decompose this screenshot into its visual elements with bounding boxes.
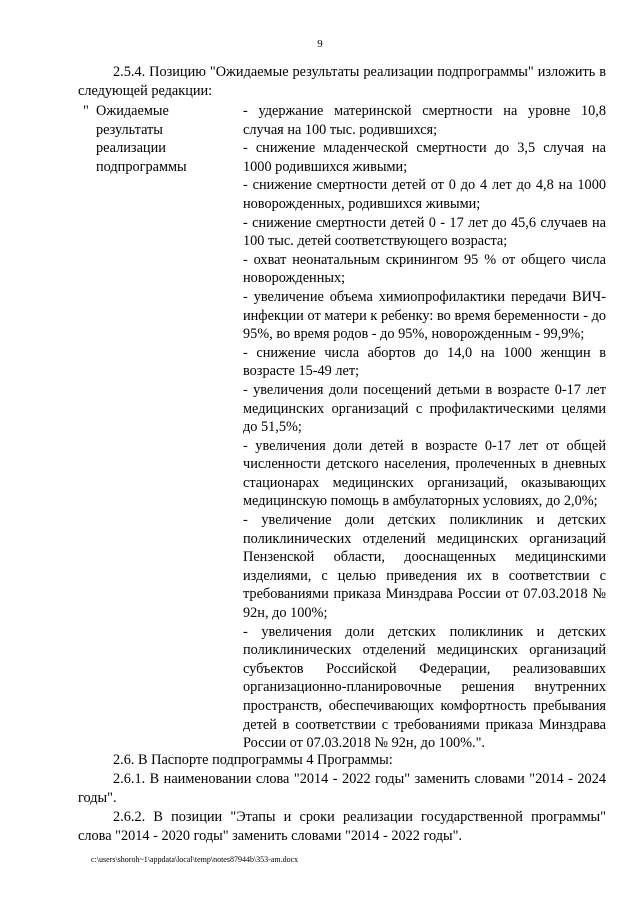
- position-label-line: реализации: [96, 140, 166, 157]
- result-item: - снижение младенческой смертности до 3,5 случая на 1000 родившихся живыми;: [243, 140, 606, 175]
- page-number: 9: [317, 38, 323, 50]
- result-item: - увеличение объема химиопрофилактики передачи ВИЧ-инфекции от матери к ребенку: во время беременности - до 95%, во время родов - до 95%, новорожденным - 99,9%;: [243, 288, 606, 343]
- opening-quote: ": [83, 103, 89, 119]
- result-item: - увеличения доли посещений детьми в возрасте 0-17 лет медицинских организаций с профилактическими целями до 51,5%;: [243, 381, 606, 436]
- result-item: - увеличение доли детских поликлиник и детских поликлинических отделений медицинских организаций Пензенской области, дооснащенных медицинскими изделиями, с целью приведения их в соответствии с требованиями приказа Минздрава России от 07.03.2018 № 92н, до 100%;: [243, 512, 606, 622]
- section-2-6-paragraph: 2.6. В Паспорте подпрограммы 4 Программы:: [113, 752, 393, 768]
- result-item: - удержание материнской смертности на уровне 10,8 случая на 100 тыс. родившихся;: [243, 103, 606, 138]
- section-2-5-4-paragraph: 2.5.4. Позицию "Ожидаемые результаты реализации подпрограммы" изложить в следующей редакции:: [78, 64, 606, 99]
- result-item: - увеличения доли детских поликлиник и детских поликлинических отделений медицинских организаций субъектов Российской Федерации, реализовавших организационно-планировочные решения внутренних пространств, обеспечивающих комфортность пребывания детей в соответствии с требованиями приказа Минздрава России от 07.03.2018 № 92н, до 100%.".: [243, 623, 606, 752]
- result-item: - снижение смертности детей 0 - 17 лет до 45,6 случаев на 100 тыс. детей соответствующего возраста;: [243, 214, 606, 250]
- position-label-line: результаты: [96, 121, 163, 138]
- footer-file-path: c:\users\shoroh~1\appdata\local\temp\notes87944b\353-am.docx: [91, 855, 299, 864]
- result-item: - охват неонатальным скринингом 95 % от общего числа новорожденных;: [243, 251, 606, 287]
- result-item: - увеличения доли детей в возрасте 0-17 лет от общей численности детского населения, пролеченных в дневных стационарах медицинских организаций, оказывающих медицинскую помощь в амбулаторных условиях, до 2,0%;: [243, 437, 606, 510]
- position-label: [96, 102, 226, 176]
- section-2-6-1-paragraph: 2.6.1. В наименовании слова "2014 - 2022 годы" заменить словами "2014 - 2024 годы".: [78, 771, 606, 806]
- position-label-line: Ожидаемые: [96, 103, 169, 119]
- position-label-line: подпрограммы: [96, 158, 187, 175]
- result-item: - снижение числа абортов до 14,0 на 1000 женщин в возрасте 15-49 лет;: [243, 344, 606, 380]
- expected-results-list: [243, 102, 606, 753]
- result-item: - снижение смертности детей от 0 до 4 лет до 4,8 на 1000 новорожденных, родившихся живыми;: [243, 177, 606, 212]
- section-2-6-2-paragraph: 2.6.2. В позиции "Этапы и сроки реализации государственной программы" слова "2014 - 2020 годы" заменить словами "2014 - 2022 годы".: [78, 809, 606, 844]
